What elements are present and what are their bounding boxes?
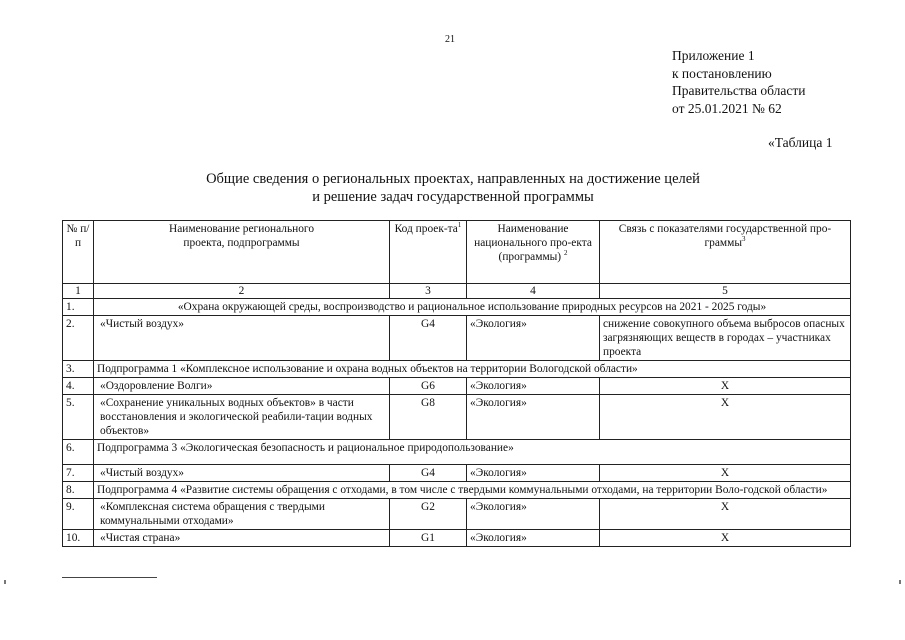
indicator-link: X <box>600 395 851 440</box>
subprogram-title: Подпрограмма 4 «Развитие системы обращения с отходами, в том числе с твердыми коммунальными отходами, на территории Воло-годской области» <box>94 482 851 499</box>
appendix-line: Правительства области <box>672 83 806 98</box>
header-code <box>390 221 467 284</box>
footnote-separator <box>62 577 157 578</box>
project-code: G4 <box>390 465 467 482</box>
subprogram-title: Подпрограмма 1 «Комплексное использование и охрана водных объектов на территории Вологодской области» <box>94 361 851 378</box>
row-num: 3. <box>63 361 94 378</box>
appendix-line: Приложение 1 <box>672 48 755 63</box>
column-number: 5 <box>600 284 851 299</box>
column-number: 2 <box>94 284 390 299</box>
column-number: 1 <box>63 284 94 299</box>
column-number: 4 <box>467 284 600 299</box>
national-project: «Экология» <box>467 530 600 547</box>
table-row <box>63 378 851 395</box>
national-project: «Экология» <box>467 395 600 440</box>
footnote-mark: 2 <box>563 249 568 258</box>
national-project: «Экология» <box>467 499 600 530</box>
title-line: и решение задач государственной программы <box>312 189 594 205</box>
table-row <box>63 440 851 465</box>
project-name: «Чистая страна» <box>94 530 390 547</box>
indicator-link: X <box>600 465 851 482</box>
national-project: «Экология» <box>467 378 600 395</box>
row-num: 8. <box>63 482 94 499</box>
project-code: G4 <box>390 316 467 361</box>
header-name-text: Наименование регионального проекта, подпрограммы <box>168 223 315 249</box>
header-link <box>600 221 851 284</box>
header-name <box>94 221 390 284</box>
header-link-text: Связь с показателями государственной про-граммы <box>618 223 832 249</box>
indicator-link: X <box>600 530 851 547</box>
appendix-line: от 25.01.2021 № 62 <box>672 100 782 116</box>
table-row <box>63 530 851 547</box>
appendix-block <box>672 47 805 117</box>
table-label: «Таблица 1 <box>768 135 833 150</box>
indicator-link: снижение совокупного объема выбросов опасных загрязняющих веществ в городах – участниках проекта <box>600 316 851 361</box>
row-num: 1. <box>63 299 94 316</box>
project-name: «Чистый воздух» <box>94 316 390 361</box>
row-num: 9. <box>63 499 94 530</box>
header-national-text: Наименование национального про-екта (программы) <box>474 223 592 263</box>
title-line: Общие сведения о региональных проектах, направленных на достижение целей <box>206 171 700 187</box>
projects-table <box>62 220 851 547</box>
header-code-text: Код проек-та <box>394 223 458 235</box>
national-project: «Экология» <box>467 316 600 361</box>
column-number: 3 <box>390 284 467 299</box>
row-num: 5. <box>63 395 94 440</box>
row-num: 4. <box>63 378 94 395</box>
program-title: «Охрана окружающей среды, воспроизводство и рациональное использование природных ресурсов на 2021 - 2025 годы» <box>94 299 851 316</box>
subprogram-title: Подпрограмма 3 «Экологическая безопасность и рациональное природопользование» <box>94 440 851 465</box>
project-code: G2 <box>390 499 467 530</box>
project-name: «Сохранение уникальных водных объектов» в части восстановления и экологической реабили-тации водных объектов» <box>94 395 390 440</box>
document-title <box>120 170 786 206</box>
project-code: G8 <box>390 395 467 440</box>
project-name: «Комплексная система обращения с твердыми коммунальными отходами» <box>94 499 390 530</box>
table-row <box>63 299 851 316</box>
indicator-link: X <box>600 378 851 395</box>
national-project: «Экология» <box>467 465 600 482</box>
footnote-mark: 1 <box>457 221 462 230</box>
column-number-row <box>63 284 851 299</box>
indicator-link: X <box>600 499 851 530</box>
table-row <box>63 482 851 499</box>
scan-mark <box>4 580 6 584</box>
header-num: № п/п <box>63 221 94 284</box>
table-row <box>63 316 851 361</box>
project-name: «Чистый воздух» <box>94 465 390 482</box>
row-num: 7. <box>63 465 94 482</box>
row-num: 10. <box>63 530 94 547</box>
table-row <box>63 465 851 482</box>
table-row <box>63 499 851 530</box>
appendix-line: к постановлению <box>672 65 772 81</box>
header-national <box>467 221 600 284</box>
project-code: G1 <box>390 530 467 547</box>
project-code: G6 <box>390 378 467 395</box>
page-number: 21 <box>445 34 455 45</box>
footnote-mark: 3 <box>742 235 746 244</box>
table-header-row <box>63 221 851 284</box>
row-num: 6. <box>63 440 94 465</box>
table-row <box>63 361 851 378</box>
table-row <box>63 395 851 440</box>
row-num: 2. <box>63 316 94 361</box>
project-name: «Оздоровление Волги» <box>94 378 390 395</box>
scan-mark <box>899 580 901 584</box>
